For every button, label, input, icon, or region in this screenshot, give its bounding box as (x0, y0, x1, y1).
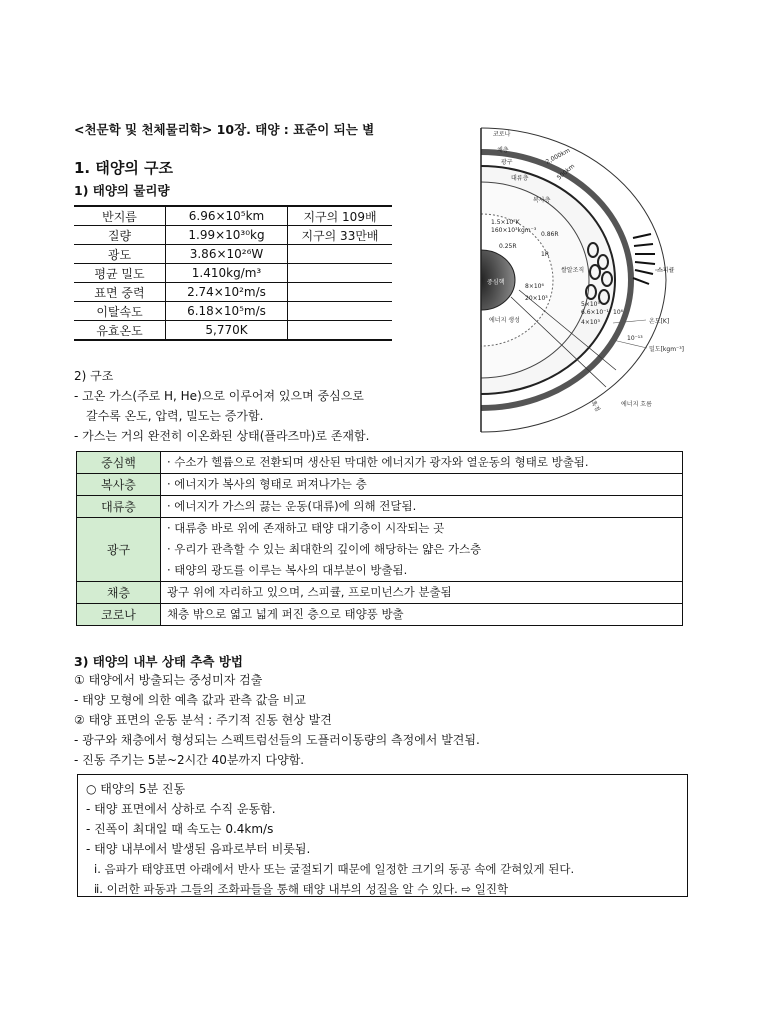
radiative-label: 복사층 (533, 197, 551, 204)
structure-line: - 가스는 거의 완전히 이온화된 상태(플라즈마)로 존재함. (74, 429, 370, 443)
energy-generation-label: 에너지 생성 (489, 317, 520, 324)
box-line: ○ 태양의 5분 진동 (86, 782, 186, 796)
layer-row (77, 604, 683, 626)
density-066-label: 6.6×10⁻¹ (581, 309, 609, 316)
radius-025-label: 0.25R (499, 243, 517, 250)
layer-description-cell (161, 496, 683, 518)
interior-methods (74, 670, 480, 770)
layer-name-cell: 채층 (77, 582, 161, 604)
physical-name-cell: 이탈속도 (74, 302, 166, 321)
layer-row (77, 582, 683, 604)
subsection-title-interior: 3) 태양의 내부 상태 추측 방법 (74, 654, 243, 669)
physical-value-cell: 1.410kg/m³ (166, 264, 288, 283)
physical-note-cell (288, 264, 393, 283)
physical-row (74, 283, 392, 302)
temperature-axis-label: 온도[K] (649, 318, 670, 325)
layer-row (77, 452, 683, 474)
box-line: - 태양 내부에서 발생된 음파로부터 비롯됨. (86, 842, 311, 856)
layer-description-line: · 태양의 광도를 이루는 복사의 대부분이 방출됨. (167, 563, 408, 577)
spicules (633, 234, 655, 284)
density-20e3-label: 20×10³ (525, 295, 548, 302)
distance-500-label: 500km (555, 162, 577, 182)
convection-label: 대류층 (511, 175, 529, 182)
method-line: ① 태양에서 방출되는 중성미자 검출 (74, 673, 263, 687)
layer-description-line: · 대류층 바로 위에 존재하고 태양 대기층이 시작되는 곳 (167, 521, 445, 535)
physical-value-cell: 3.86×10²⁶W (166, 245, 288, 264)
layer-name-cell: 광구 (77, 518, 161, 582)
core-label: 중심핵 (487, 279, 505, 286)
physical-name-cell: 반지름 (74, 206, 166, 226)
chromosphere-label: 채층 (497, 147, 509, 154)
temperature-1e6-label: 10⁶ (613, 309, 624, 316)
physical-row (74, 264, 392, 283)
method-line: - 태양 모형에 의한 예측 값과 관측 값을 비교 (74, 693, 306, 707)
layer-description-line: · 에너지가 복사의 형태로 퍼져나가는 층 (167, 477, 367, 491)
layer-description-line: · 우리가 관측할 수 있는 최대한의 깊이에 해당하는 얇은 가스층 (167, 542, 482, 556)
sun-structure-diagram (441, 122, 691, 440)
core-temperature-label: 1.5×10⁷K (491, 219, 520, 226)
method-line: ② 태양 표면의 운동 분석 : 주기적 진동 현상 발견 (74, 713, 332, 727)
structure-line: - 고온 가스(주로 H, He)으로 이루어져 있으며 중심으로 (74, 389, 364, 403)
layer-description-line: 광구 위에 자리하고 있으며, 스피큘, 프로미넌스가 분출됨 (167, 585, 452, 599)
five-minute-oscillation-box (77, 774, 688, 897)
layer-name-cell: 대류층 (77, 496, 161, 518)
physical-note-cell (288, 283, 393, 302)
document-header: <천문학 및 천체물리학> 10장. 태양 : 표준이 되는 별 (74, 122, 375, 137)
layer-name-cell: 코로나 (77, 604, 161, 626)
layer-description-cell (161, 474, 683, 496)
spicule-label: 스피큘 (657, 267, 675, 274)
layer-description-cell (161, 582, 683, 604)
energy-flow-label: 에너지 흐름 (621, 401, 652, 408)
density-1e13-label: 10⁻¹³ (627, 335, 643, 342)
structure-section (74, 366, 369, 446)
structure-title: 2) 구조 (74, 369, 114, 383)
physical-value-cell: 1.99×10³⁰kg (166, 226, 288, 245)
box-subline: ⅱ. 이러한 파동과 그들의 조화파들을 통해 태양 내부의 성질을 알 수 있다. ⇨ 일진학 (94, 882, 509, 896)
physical-value-cell: 6.18×10⁵m/s (166, 302, 288, 321)
layer-description-line: · 에너지가 가스의 끓는 운동(대류)에 의해 전달됨. (167, 499, 417, 513)
physical-value-cell: 2.74×10²m/s (166, 283, 288, 302)
solar-layers-table (76, 451, 683, 626)
temperature-8e6-label: 8×10⁶ (525, 283, 544, 290)
layer-row (77, 518, 683, 582)
physical-name-cell: 평균 밀도 (74, 264, 166, 283)
box-subline: ⅰ. 음파가 태양표면 아래에서 반사 또는 굴절되기 때문에 일정한 크기의 동공 속에 갇혀있게 된다. (94, 862, 575, 876)
physical-row (74, 206, 392, 226)
sunspot-label: 흑점 (589, 399, 602, 414)
physical-quantities-table (74, 205, 392, 341)
physical-name-cell: 질량 (74, 226, 166, 245)
box-line: - 태양 표면에서 상하로 수직 운동함. (86, 802, 276, 816)
physical-row (74, 245, 392, 264)
layer-row (77, 496, 683, 518)
layer-name-cell: 복사층 (77, 474, 161, 496)
structure-line: 갈수록 온도, 압력, 밀도는 증가함. (86, 409, 264, 423)
physical-note-cell (288, 302, 393, 321)
physical-note-cell: 지구의 109배 (288, 206, 393, 226)
physical-note-cell (288, 321, 393, 341)
core-density-label: 160×10³kgm⁻³ (491, 227, 537, 234)
layer-description-line: 채층 밖으로 엷고 넓게 퍼진 층으로 태양풍 방출 (167, 607, 404, 621)
layer-description-line: · 수소가 헬륨으로 전환되며 생산된 막대한 에너지가 광자와 열운동의 형태로 방출됨. (167, 455, 589, 469)
layer-name-cell: 중심핵 (77, 452, 161, 474)
physical-note-cell (288, 245, 393, 264)
temperature-5e5-label: 5×10⁵ (581, 301, 600, 308)
subsection-title-physical: 1) 태양의 물리량 (74, 183, 170, 198)
radius-086-label: 0.86R (541, 231, 559, 238)
physical-row (74, 302, 392, 321)
method-line: - 진동 주기는 5분~2시간 40분까지 다양함. (74, 753, 305, 767)
physical-row (74, 226, 392, 245)
section-title: 1. 태양의 구조 (74, 159, 174, 177)
layer-row (77, 474, 683, 496)
layer-description-cell (161, 518, 683, 582)
density-axis-label: 밀도[kgm⁻³] (649, 346, 684, 353)
layer-description-cell (161, 452, 683, 474)
physical-note-cell: 지구의 33만배 (288, 226, 393, 245)
corona-label: 코로나 (493, 131, 511, 138)
physical-name-cell: 광도 (74, 245, 166, 264)
temperature-4e3-label: 4×10³ (581, 319, 600, 326)
granules-label: 쌀알조직 (561, 267, 585, 274)
physical-value-cell: 5,770K (166, 321, 288, 341)
radius-1-label: 1R (541, 251, 549, 258)
box-line: - 진폭이 최대일 때 속도는 0.4km/s (86, 822, 274, 836)
physical-value-cell: 6.96×10⁵km (166, 206, 288, 226)
physical-row (74, 321, 392, 341)
method-line: - 광구와 채층에서 형성되는 스펙트럼선들의 도플러이동량의 측정에서 발견됨. (74, 733, 480, 747)
physical-name-cell: 유효온도 (74, 321, 166, 341)
distance-2000-label: 2,000km (544, 147, 572, 166)
physical-name-cell: 표면 중력 (74, 283, 166, 302)
layer-description-cell (161, 604, 683, 626)
photosphere-label: 광구 (501, 159, 513, 166)
